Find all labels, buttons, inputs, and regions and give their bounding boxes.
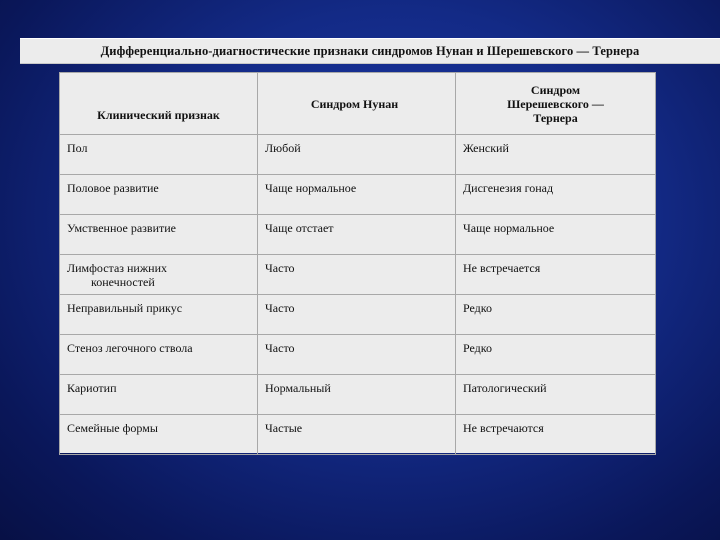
cell-sign: Стеноз легочного ствола: [60, 335, 258, 375]
cell-sign: Пол: [60, 135, 258, 175]
table-header-row: [60, 73, 656, 135]
cell-turner: Не встречаются: [456, 415, 656, 455]
cell-turner: Чаще нормальное: [456, 215, 656, 255]
cell-sign-line-1: Лимфостаз нижних: [67, 261, 167, 275]
table-row: [60, 415, 656, 455]
table-row: [60, 135, 656, 175]
cell-noonan: Часто: [258, 295, 456, 335]
cell-turner: Дисгенезия гонад: [456, 175, 656, 215]
cell-noonan: Часто: [258, 255, 456, 295]
cell-turner: Патологический: [456, 375, 656, 415]
slide-title-text: Дифференциально-диагностические признаки синдромов Нунан и Шерешевского — Тернера: [100, 43, 640, 58]
table-row: [60, 295, 656, 335]
header-turner-line-3: Тернера: [533, 110, 578, 125]
cell-turner: Не встречается: [456, 255, 656, 295]
cell-sign: [60, 255, 258, 295]
cell-noonan: Часто: [258, 335, 456, 375]
diagnostic-table: [59, 72, 656, 455]
cell-noonan: Чаще нормальное: [258, 175, 456, 215]
cell-sign: Неправильный прикус: [60, 295, 258, 335]
cell-sign: Половое развитие: [60, 175, 258, 215]
cell-noonan: Любой: [258, 135, 456, 175]
table-row: [60, 175, 656, 215]
cell-sign: Кариотип: [60, 375, 258, 415]
cell-sign-line-2: конечностей: [91, 275, 155, 289]
cell-noonan: Нормальный: [258, 375, 456, 415]
cell-turner: Редко: [456, 295, 656, 335]
header-turner-line-2: Шерешевского —: [507, 96, 604, 111]
slide-title: [20, 38, 720, 64]
diagnostic-table-container: [59, 72, 655, 453]
cell-sign: Умственное развитие: [60, 215, 258, 255]
header-turner-line-1: Синдром: [530, 82, 581, 97]
cell-turner: Редко: [456, 335, 656, 375]
header-noonan: Синдром Нунан: [258, 73, 456, 135]
cell-noonan: Частые: [258, 415, 456, 455]
header-turner: [456, 73, 656, 135]
cell-noonan: Чаще отстает: [258, 215, 456, 255]
table-row: [60, 215, 656, 255]
table-row: [60, 375, 656, 415]
table-row: [60, 255, 656, 295]
table-row: [60, 335, 656, 375]
header-clinical-sign: Клинический признак: [60, 73, 258, 135]
cell-sign: Семейные формы: [60, 415, 258, 455]
cell-turner: Женский: [456, 135, 656, 175]
